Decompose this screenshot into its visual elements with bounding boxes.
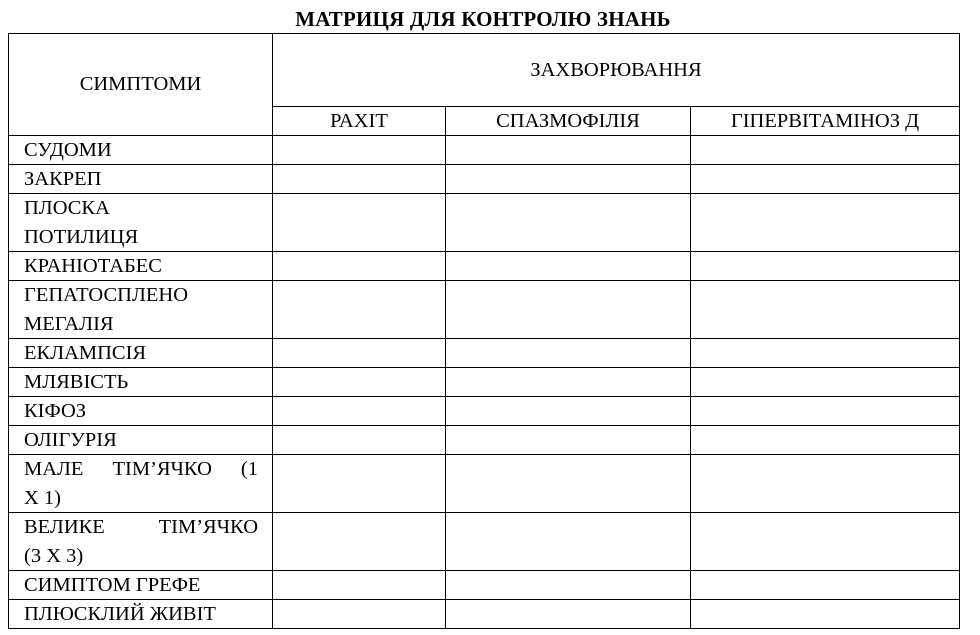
symptom-cell (9, 194, 273, 252)
symptom-line: КІФОЗ (24, 400, 87, 422)
disease-header-hypervitaminosis-d: ГІПЕРВІТАМІНОЗ Д (691, 107, 960, 136)
symptom-cell (9, 165, 273, 194)
answer-cell[interactable] (691, 281, 960, 339)
symptom-line: ОЛІГУРІЯ (24, 429, 117, 451)
table-row (9, 165, 960, 194)
table-row (9, 397, 960, 426)
answer-cell[interactable] (273, 194, 446, 252)
symptom-line: МЛЯВІСТЬ (24, 371, 129, 393)
answer-cell[interactable] (691, 397, 960, 426)
table-row (9, 368, 960, 397)
answer-cell[interactable] (691, 426, 960, 455)
symptom-cell (9, 513, 273, 571)
symptom-cell (9, 600, 273, 629)
answer-cell[interactable] (691, 455, 960, 513)
table-row (9, 252, 960, 281)
answer-cell[interactable] (273, 281, 446, 339)
table-row (9, 136, 960, 165)
answer-cell[interactable] (691, 136, 960, 165)
symptom-line: ЗАКРЕП (24, 168, 102, 190)
table-row (9, 281, 960, 339)
symptom-line: ПОТИЛИЦЯ (24, 225, 139, 248)
answer-cell[interactable] (446, 281, 691, 339)
symptom-cell (9, 281, 273, 339)
answer-cell[interactable] (273, 339, 446, 368)
table-row (9, 339, 960, 368)
answer-cell[interactable] (273, 165, 446, 194)
answer-cell[interactable] (273, 136, 446, 165)
answer-cell[interactable] (446, 513, 691, 571)
answer-cell[interactable] (273, 513, 446, 571)
answer-cell[interactable] (446, 136, 691, 165)
answer-cell[interactable] (446, 571, 691, 600)
knowledge-control-matrix (8, 33, 960, 629)
answer-cell[interactable] (691, 339, 960, 368)
symptom-line: КРАНІОТАБЕС (24, 255, 162, 277)
symptom-line: ПЛОСКА (24, 197, 110, 219)
table-row (9, 426, 960, 455)
diseases-header: ЗАХВОРЮВАННЯ (273, 34, 960, 107)
answer-cell[interactable] (691, 165, 960, 194)
symptom-cell (9, 252, 273, 281)
symptom-cell (9, 339, 273, 368)
table-row (9, 571, 960, 600)
table-row (9, 455, 960, 513)
answer-cell[interactable] (446, 455, 691, 513)
symptom-line: (3 Х 3) (24, 544, 84, 567)
table-row (9, 194, 960, 252)
answer-cell[interactable] (691, 571, 960, 600)
answer-cell[interactable] (273, 252, 446, 281)
disease-header-spasmophilia: СПАЗМОФІЛІЯ (446, 107, 691, 136)
answer-cell[interactable] (273, 455, 446, 513)
answer-cell[interactable] (446, 252, 691, 281)
answer-cell[interactable] (446, 194, 691, 252)
answer-cell[interactable] (691, 368, 960, 397)
answer-cell[interactable] (446, 426, 691, 455)
symptom-line: ВЕЛИКЕ ТІМ’ЯЧКО (24, 516, 258, 538)
document-title: МАТРИЦЯ ДЛЯ КОНТРОЛЮ ЗНАНЬ (295, 7, 671, 31)
symptom-cell (9, 368, 273, 397)
answer-cell[interactable] (691, 252, 960, 281)
symptom-line: ГЕПАТОСПЛЕНО (24, 284, 188, 306)
answer-cell[interactable] (273, 600, 446, 629)
symptom-line: МАЛЕ ТІМ’ЯЧКО (1 (24, 458, 258, 480)
table-row (9, 600, 960, 629)
symptom-cell (9, 571, 273, 600)
symptom-line: Х 1) (24, 486, 62, 509)
symptoms-header: СИМПТОМИ (9, 34, 273, 136)
symptom-cell (9, 455, 273, 513)
answer-cell[interactable] (691, 513, 960, 571)
answer-cell[interactable] (446, 600, 691, 629)
answer-cell[interactable] (446, 368, 691, 397)
symptom-cell (9, 397, 273, 426)
answer-cell[interactable] (691, 600, 960, 629)
disease-header-rickets: РАХІТ (273, 107, 446, 136)
symptom-line: СУДОМИ (24, 139, 112, 161)
symptom-line: СИМПТОМ ГРЕФЕ (24, 574, 201, 596)
header-row (9, 34, 960, 107)
answer-cell[interactable] (273, 571, 446, 600)
symptom-cell (9, 426, 273, 455)
answer-cell[interactable] (446, 165, 691, 194)
answer-cell[interactable] (446, 339, 691, 368)
table-row (9, 513, 960, 571)
symptom-cell (9, 136, 273, 165)
answer-cell[interactable] (691, 194, 960, 252)
symptom-line: ЕКЛАМПСІЯ (24, 342, 147, 364)
answer-cell[interactable] (273, 368, 446, 397)
symptom-line: МЕГАЛІЯ (24, 312, 114, 335)
answer-cell[interactable] (446, 397, 691, 426)
answer-cell[interactable] (273, 426, 446, 455)
answer-cell[interactable] (273, 397, 446, 426)
symptom-line: ПЛЮСКЛИЙ ЖИВІТ (24, 603, 216, 625)
